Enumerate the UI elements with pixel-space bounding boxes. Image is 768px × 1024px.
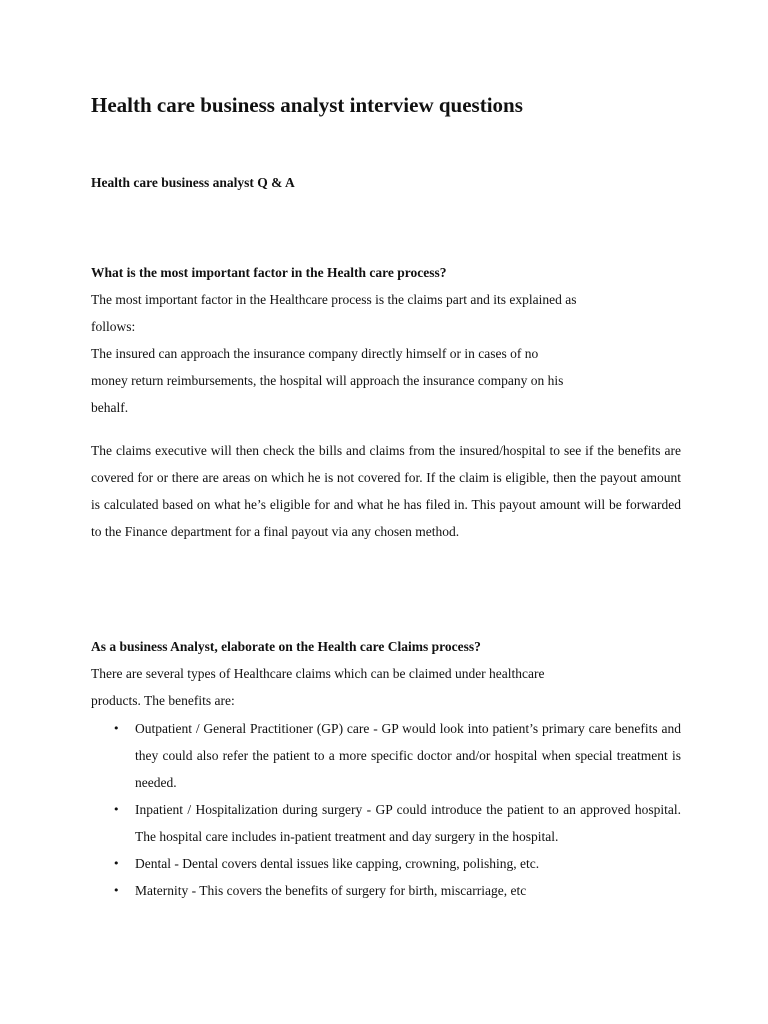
- list-item: [91, 796, 681, 850]
- bullet-icon: •: [113, 884, 120, 897]
- paragraph-line: money return reimbursements, the hospital will approach the insurance company on his: [91, 373, 564, 388]
- section-question: What is the most important factor in the Health care process?: [91, 265, 447, 280]
- document-title: Health care business analyst interview questions: [91, 93, 523, 117]
- paragraph: The claims executive will then check the bills and claims from the insured/hospital to see if the benefits are covered for or there are areas on which he is not covered for. If the claim is eligible, then the payout amount is calculated based on what he’s eligible for and what he has filed in. This payout amount will be forwarded to the Finance department for a final payout via any chosen method.: [91, 443, 681, 539]
- document-subtitle: Health care business analyst Q & A: [91, 175, 295, 190]
- list-item-text: Maternity - This covers the benefits of surgery for birth, miscarriage, etc: [135, 883, 527, 898]
- list-item-text: Inpatient / Hospitalization during surgery - GP could introduce the patient to an approved hospital. The hospital care includes in-patient treatment and day surgery in the hospital.: [135, 802, 681, 844]
- list-item-text: Outpatient / General Practitioner (GP) care - GP would look into patient’s primary care benefits and they could also refer the patient to a more specific doctor and/or hospital when special treatment is needed.: [135, 721, 681, 790]
- section-question: As a business Analyst, elaborate on the Health care Claims process?: [91, 639, 481, 654]
- bullet-icon: •: [113, 722, 120, 735]
- bullet-icon: •: [113, 857, 120, 870]
- section-important-factor: [91, 259, 681, 421]
- paragraph-line: The insured can approach the insurance company directly himself or in cases of no: [91, 346, 539, 361]
- list-item: [91, 850, 681, 877]
- paragraph-line: follows:: [91, 319, 136, 334]
- paragraph-line: The most important factor in the Healthcare process is the claims part and its explained as: [91, 292, 577, 307]
- paragraph-line: There are several types of Healthcare claims which can be claimed under healthcare: [91, 666, 545, 681]
- paragraph-line: products. The benefits are:: [91, 693, 235, 708]
- benefits-list: [91, 715, 681, 904]
- section-claims-executive: [91, 437, 681, 545]
- bullet-icon: •: [113, 803, 120, 816]
- list-item: [91, 877, 681, 904]
- list-item-text: Dental - Dental covers dental issues like capping, crowning, polishing, etc.: [135, 856, 540, 871]
- paragraph-line: behalf.: [91, 400, 129, 415]
- list-item: [91, 715, 681, 796]
- section-claims-process: [91, 633, 681, 714]
